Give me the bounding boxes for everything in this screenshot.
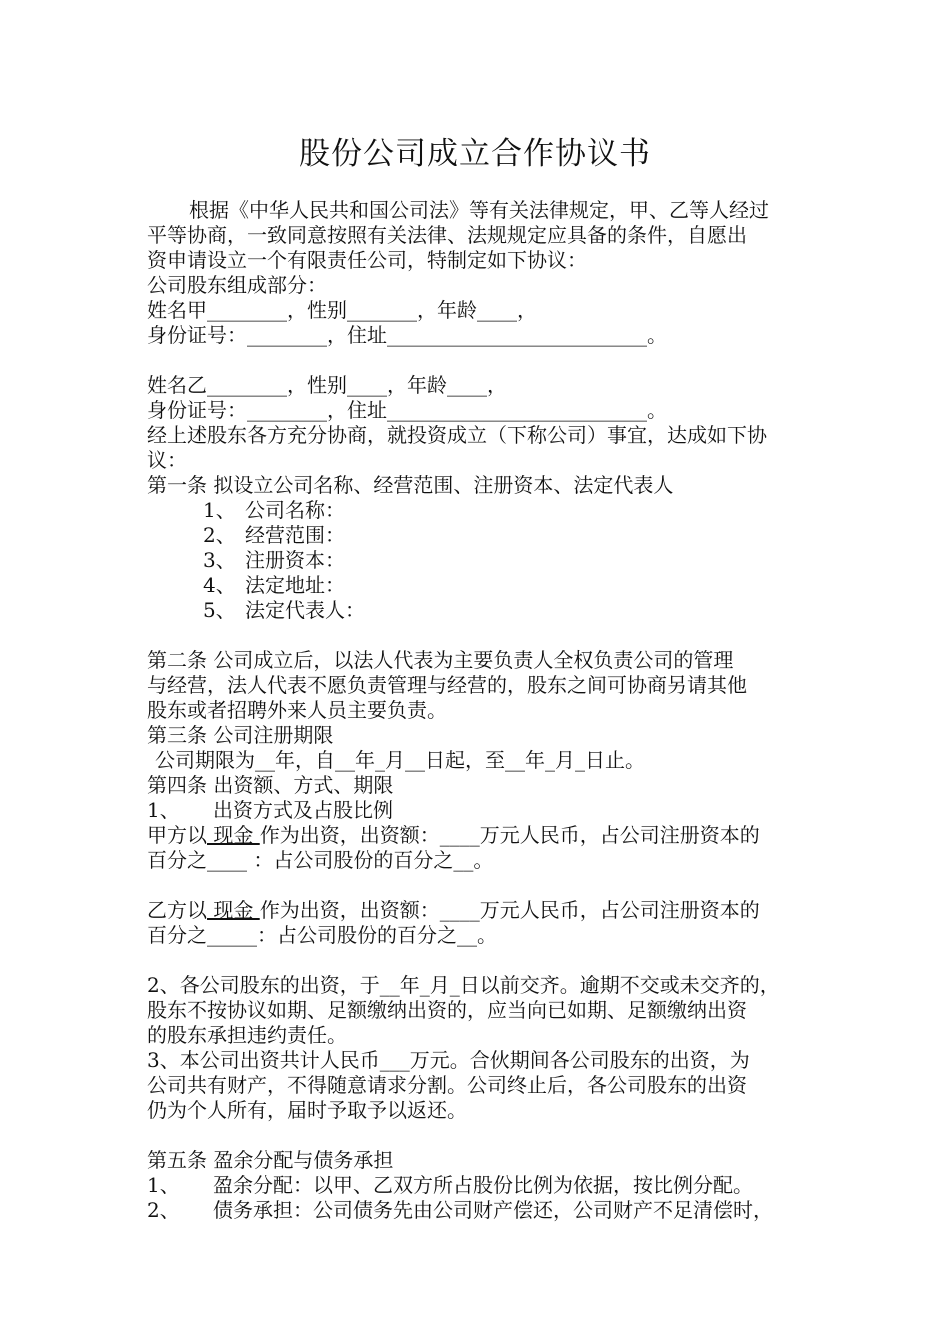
article1-item xyxy=(147,573,812,598)
intro-line: 资申请设立一个有限责任公司，特制定如下协议： xyxy=(147,248,587,272)
intro-line: 根据《中华人民共和国公司法》等有关法律规定，甲、乙等人经过 xyxy=(189,198,769,222)
article4-p2-line: 股东不按协议如期、足额缴纳出资的，应当向已如期、足额缴纳出资 xyxy=(147,998,747,1022)
article1-item xyxy=(147,598,812,623)
shareholders-heading: 公司股东组成部分： xyxy=(147,273,327,297)
item-number: 1、 xyxy=(147,1173,180,1197)
article5-item xyxy=(147,1198,812,1223)
sub-text: 出资方式及占股比例 xyxy=(213,798,393,822)
party-a-id-line: 身份证号：________，住址__________________________。 xyxy=(147,323,667,347)
party-a-percent: 百分之____ ：占公司股份的百分之__。 xyxy=(147,848,494,872)
page-title: 股份公司成立合作协议书 xyxy=(299,136,651,172)
document-body xyxy=(147,198,812,1223)
item-text: 经营范围： xyxy=(245,523,345,547)
contribution-prefix: 乙方以 xyxy=(147,898,207,922)
article4-p3-line: 仍为个人所有，届时予取予以返还。 xyxy=(147,1098,467,1122)
item-number: 1、 xyxy=(203,498,236,522)
item-text: 盈余分配：以甲、乙双方所占股份比例为依据，按比例分配。 xyxy=(213,1173,753,1197)
article4-p2-line: 的股东承担违约责任。 xyxy=(147,1023,347,1047)
article3-text: 公司期限为__年，自__年_月__日起，至__年_月_日止。 xyxy=(155,748,645,772)
consensus-line: 议： xyxy=(147,448,187,472)
article4-sub1 xyxy=(147,798,812,823)
article1-item xyxy=(147,523,812,548)
article5-heading: 第五条 盈余分配与债务承担 xyxy=(147,1148,394,1172)
item-number: 2、 xyxy=(147,1198,180,1222)
article2-line: 与经营，法人代表不愿负责管理与经营的，股东之间可协商另请其他 xyxy=(147,673,747,697)
party-b-percent: 百分之_____：占公司股份的百分之__。 xyxy=(147,923,497,947)
consensus-line: 经上述股东各方充分协商，就投资成立（下称公司）事宜，达成如下协 xyxy=(147,423,767,447)
item-text: 注册资本： xyxy=(245,548,345,572)
party-a-contribution xyxy=(147,823,812,848)
item-number: 3、 xyxy=(203,548,236,572)
party-a-line: 姓名甲________，性别_______，年龄____， xyxy=(147,298,537,322)
article1-item xyxy=(147,548,812,573)
item-number: 5、 xyxy=(203,598,236,622)
item-text: 债务承担：公司债务先由公司财产偿还，公司财产不足清偿时， xyxy=(213,1198,773,1222)
item-text: 公司名称： xyxy=(245,498,345,522)
article4-heading: 第四条 出资额、方式、期限 xyxy=(147,773,394,797)
party-b-contribution xyxy=(147,898,812,923)
contribution-text: 作为出资，出资额：____万元人民币，占公司注册资本的 xyxy=(259,898,760,922)
article4-p2-line: 2、各公司股东的出资，于__年_月_日以前交齐。逾期不交或未交齐的， xyxy=(147,973,780,997)
item-text: 法定代表人： xyxy=(245,598,365,622)
sub-number: 1、 xyxy=(147,798,180,822)
contribution-method: 现金 xyxy=(207,898,260,922)
contribution-text: 作为出资，出资额：____万元人民币，占公司注册资本的 xyxy=(259,823,760,847)
contribution-method: 现金 xyxy=(207,823,260,847)
party-b-line: 姓名乙________，性别____，年龄____， xyxy=(147,373,507,397)
article5-item xyxy=(147,1173,812,1198)
intro-line: 平等协商，一致同意按照有关法律、法规规定应具备的条件，自愿出 xyxy=(147,223,747,247)
article1-item xyxy=(147,498,812,523)
item-number: 2、 xyxy=(203,523,236,547)
article3-heading: 第三条 公司注册期限 xyxy=(147,723,334,747)
contribution-prefix: 甲方以 xyxy=(147,823,207,847)
article2-line: 股东或者招聘外来人员主要负责。 xyxy=(147,698,447,722)
item-text: 法定地址： xyxy=(245,573,345,597)
article4-p3-line: 3、本公司出资共计人民币___万元。合伙期间各公司股东的出资，为 xyxy=(147,1048,750,1072)
item-number: 4、 xyxy=(203,573,236,597)
article1-heading: 第一条 拟设立公司名称、经营范围、注册资本、法定代表人 xyxy=(147,473,674,497)
party-b-id-line: 身份证号：________，住址__________________________。 xyxy=(147,398,667,422)
article2-line: 第二条 公司成立后，以法人代表为主要负责人全权负责公司的管理 xyxy=(147,648,734,672)
article4-p3-line: 公司共有财产，不得随意请求分割。公司终止后，各公司股东的出资 xyxy=(147,1073,747,1097)
